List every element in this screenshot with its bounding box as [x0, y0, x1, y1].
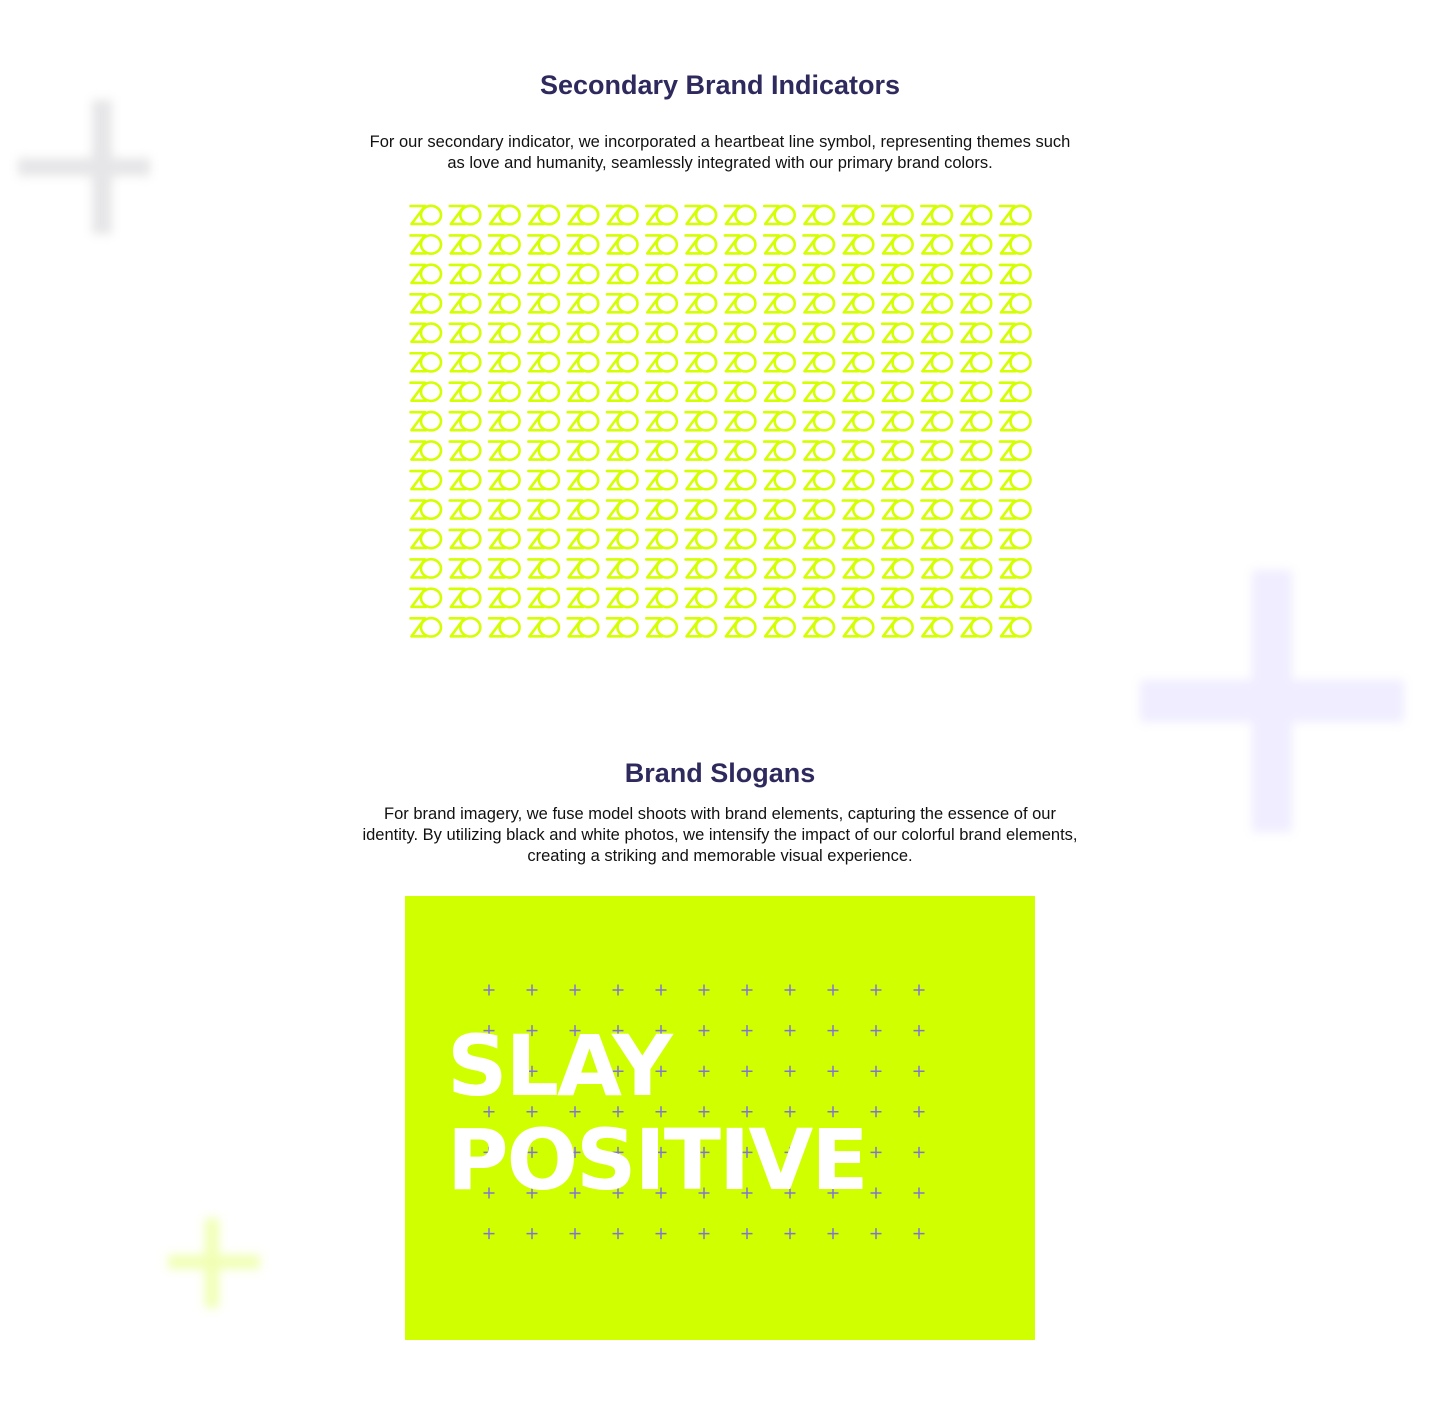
plus-icon [656, 1228, 667, 1239]
zo-logo-icon [764, 235, 795, 253]
plus-icon [871, 1066, 882, 1077]
zo-logo-icon [489, 383, 519, 401]
zo-logo-icon [725, 441, 756, 459]
zo-logo-icon [489, 353, 519, 371]
zo-logo-icon [568, 324, 599, 342]
zo-logo-icon [489, 235, 519, 253]
zo-logo-icon [607, 235, 638, 253]
zo-logo-icon [411, 294, 442, 312]
zo-logo-icon [921, 324, 952, 342]
zo-logo-icon [411, 265, 442, 283]
zo-logo-icon [568, 589, 599, 607]
zo-logo-icon [528, 353, 559, 371]
zo-logo-icon [961, 324, 992, 342]
zo-logo-icon [921, 265, 952, 283]
zo-logo-icon [568, 559, 599, 577]
zo-logo-icon [528, 559, 559, 577]
zo-logo-icon [921, 589, 952, 607]
zo-logo-icon [843, 441, 874, 459]
zo-logo-icon [489, 412, 519, 430]
zo-logo-icon [568, 412, 599, 430]
zo-logo-icon [646, 383, 677, 401]
zo-logo-icon [764, 500, 795, 518]
zo-logo-icon [804, 618, 835, 636]
plus-icon [914, 985, 925, 996]
plus-icon [828, 1066, 839, 1077]
zo-logo-icon [804, 294, 835, 312]
zo-logo-icon [961, 265, 992, 283]
zo-logo-icon [764, 471, 795, 489]
zo-logo-icon [843, 559, 874, 577]
zo-logo-icon [528, 618, 559, 636]
zo-logo-icon [607, 324, 638, 342]
zo-logo-icon [882, 265, 913, 283]
zo-logo-icon [646, 353, 677, 371]
zo-logo-icon [568, 265, 599, 283]
zo-logo-icon [568, 353, 599, 371]
zo-logo-icon [921, 500, 952, 518]
zo-logo-icon [1000, 589, 1031, 607]
zo-logo-icon [843, 383, 874, 401]
plus-icon [871, 1106, 882, 1117]
zo-logo-icon [882, 589, 913, 607]
zo-logo-icon [528, 500, 559, 518]
zo-logo-icon [1000, 265, 1031, 283]
zo-logo-icon [882, 206, 913, 224]
zo-logo-icon [1000, 206, 1031, 224]
zo-logo-icon [450, 589, 481, 607]
slogan-panel [405, 896, 1035, 1340]
plus-icon [871, 1025, 882, 1036]
zo-logo-icon [882, 441, 913, 459]
section-title: Brand Slogans [624, 758, 816, 788]
zo-logo-icon [411, 441, 442, 459]
zo-logo-icon [725, 618, 756, 636]
zo-logo-icon [607, 559, 638, 577]
zo-logo-icon [411, 589, 442, 607]
decorative-plus-icon [1140, 570, 1404, 832]
zo-logo-icon [764, 294, 795, 312]
plus-icon [484, 985, 495, 996]
zo-logo-icon [528, 294, 559, 312]
zo-logo-icon [921, 353, 952, 371]
plus-icon-horizontal-bar [18, 158, 150, 176]
zo-logo-icon [882, 500, 913, 518]
zo-logo-icon [725, 412, 756, 430]
zo-logo-icon [764, 265, 795, 283]
zo-logo-icon [1000, 441, 1031, 459]
zo-logo-icon [450, 206, 481, 224]
zo-logo-icon [961, 441, 992, 459]
zo-logo-icon [764, 559, 795, 577]
zo-logo-icon [961, 412, 992, 430]
zo-logo-icon [450, 324, 481, 342]
zo-logo-icon [646, 618, 677, 636]
plus-icon [484, 1228, 495, 1239]
zo-logo-icon [528, 265, 559, 283]
zo-logo-icon [725, 559, 756, 577]
zo-logo-icon [725, 294, 756, 312]
plus-icon [742, 1228, 753, 1239]
zo-logo-icon [725, 324, 756, 342]
zo-logo-icon [607, 530, 638, 548]
zo-logo-icon [764, 441, 795, 459]
zo-logo-icon [804, 324, 835, 342]
zo-logo-icon [764, 324, 795, 342]
zo-logo-icon [804, 500, 835, 518]
zo-logo-icon [411, 235, 442, 253]
zo-logo-icon [568, 500, 599, 518]
zo-logo-icon [646, 589, 677, 607]
plus-icon [828, 1025, 839, 1036]
zo-logo-icon [1000, 530, 1031, 548]
zo-logo-icon [686, 559, 717, 577]
zo-logo-icon [686, 500, 717, 518]
zo-logo-icon [450, 559, 481, 577]
zo-logo-icon [961, 471, 992, 489]
zo-logo-icon [646, 441, 677, 459]
zo-logo-icon [450, 618, 481, 636]
plus-icon [828, 985, 839, 996]
zo-logo-icon [843, 471, 874, 489]
zo-logo-icon [686, 471, 717, 489]
zo-logo-icon [843, 235, 874, 253]
zo-logo-icon [961, 353, 992, 371]
zo-logo-icon [489, 589, 519, 607]
zo-logo-icon [646, 206, 677, 224]
zo-logo-icon [411, 559, 442, 577]
zo-logo-icon [1000, 471, 1031, 489]
plus-icon [785, 1025, 796, 1036]
plus-icon [699, 985, 710, 996]
plus-icon [914, 1228, 925, 1239]
zo-logo-icon [961, 383, 992, 401]
zo-logo-icon [961, 618, 992, 636]
zo-logo-icon [528, 383, 559, 401]
zo-logo-icon [489, 471, 519, 489]
zo-logo-icon [411, 412, 442, 430]
plus-icon [785, 1066, 796, 1077]
section-description: For our secondary indicator, we incorporated a heartbeat line symbol, representing themes such as love and humanity, seamlessly integrated with our primary brand colors. [369, 133, 1071, 172]
zo-logo-icon [961, 206, 992, 224]
plus-icon [914, 1066, 925, 1077]
zo-logo-icon [725, 530, 756, 548]
zo-logo-icon [961, 530, 992, 548]
zo-logo-icon [568, 206, 599, 224]
zo-logo-icon [686, 324, 717, 342]
plus-icon [785, 1228, 796, 1239]
zo-logo-icon [843, 353, 874, 371]
zo-logo-icon [843, 530, 874, 548]
zo-logo-icon [843, 265, 874, 283]
zo-logo-icon [921, 383, 952, 401]
zo-logo-icon [528, 441, 559, 459]
zo-logo-icon [804, 265, 835, 283]
zo-logo-icon [764, 383, 795, 401]
zo-logo-icon [450, 441, 481, 459]
zo-logo-icon [607, 206, 638, 224]
zo-logo-icon [411, 206, 442, 224]
plus-icon [914, 1106, 925, 1117]
zo-logo-icon [646, 324, 677, 342]
zo-logo-icon [646, 471, 677, 489]
plus-icon [742, 1025, 753, 1036]
zo-logo-icon [489, 530, 519, 548]
zo-logo-icon [725, 353, 756, 371]
zo-logo-icon [528, 589, 559, 607]
zo-logo-icon [489, 441, 519, 459]
zo-logo-icon [961, 294, 992, 312]
zo-logo-icon [764, 206, 795, 224]
zo-logo-icon [646, 265, 677, 283]
zo-logo-icon [725, 206, 756, 224]
zo-logo-icon [489, 500, 519, 518]
zo-logo-icon [489, 206, 519, 224]
zo-logo-icon [921, 559, 952, 577]
zo-logo-icon [568, 294, 599, 312]
zo-logo-icon [804, 412, 835, 430]
zo-logo-icon [686, 294, 717, 312]
zo-logo-icon [764, 589, 795, 607]
plus-icon [871, 1228, 882, 1239]
zo-logo-icon [1000, 383, 1031, 401]
zo-logo-icon [607, 441, 638, 459]
zo-logo-icon [686, 383, 717, 401]
zo-logo-icon [528, 235, 559, 253]
plus-icon-vertical-bar [1252, 570, 1292, 832]
decorative-plus-icon [168, 1218, 260, 1308]
plus-icon [699, 1228, 710, 1239]
zo-logo-icon [568, 618, 599, 636]
zo-logo-pattern [405, 198, 1037, 644]
zo-logo-icon [921, 294, 952, 312]
zo-logo-icon [1000, 353, 1031, 371]
plus-icon-vertical-bar [92, 100, 112, 234]
zo-logo-icon [725, 265, 756, 283]
plus-icon [785, 985, 796, 996]
plus-icon [828, 1228, 839, 1239]
zo-logo-icon [961, 559, 992, 577]
zo-logo-icon [450, 471, 481, 489]
zo-logo-icon [921, 206, 952, 224]
zo-logo-icon [804, 353, 835, 371]
zo-logo-icon [411, 500, 442, 518]
zo-logo-icon [804, 471, 835, 489]
zo-logo-icon [489, 294, 519, 312]
zo-logo-icon [725, 383, 756, 401]
zo-logo-icon [921, 471, 952, 489]
zo-logo-icon [489, 324, 519, 342]
zo-logo-icon [1000, 559, 1031, 577]
zo-logo-icon [411, 530, 442, 548]
plus-icon [613, 985, 624, 996]
zo-logo-icon [568, 383, 599, 401]
zo-logo-icon [843, 206, 874, 224]
zo-logo-icon [528, 324, 559, 342]
zo-logo-icon [528, 412, 559, 430]
plus-icon [570, 1228, 581, 1239]
zo-logo-icon [804, 441, 835, 459]
zo-logo-icon [843, 412, 874, 430]
zo-logo-icon [686, 265, 717, 283]
zo-logo-icon [489, 265, 519, 283]
zo-logo-icon [686, 412, 717, 430]
zo-logo-icon [764, 353, 795, 371]
zo-logo-icon [450, 530, 481, 548]
zo-logo-icon [764, 618, 795, 636]
plus-icon [742, 1066, 753, 1077]
zo-logo-icon [1000, 412, 1031, 430]
zo-logo-icon [489, 559, 519, 577]
zo-logo-icon [843, 500, 874, 518]
plus-icon [871, 985, 882, 996]
zo-logo-icon [725, 471, 756, 489]
zo-logo-icon [764, 412, 795, 430]
zo-logo-icon [450, 412, 481, 430]
zo-logo-icon [882, 235, 913, 253]
zo-logo-icon [725, 589, 756, 607]
zo-logo-icon [450, 383, 481, 401]
zo-logo-icon [804, 530, 835, 548]
plus-icon [570, 985, 581, 996]
zo-logo-icon [607, 294, 638, 312]
zo-logo-icon [843, 324, 874, 342]
zo-logo-icon [686, 530, 717, 548]
plus-icon [527, 985, 538, 996]
zo-logo-icon [921, 441, 952, 459]
zo-logo-icon [725, 235, 756, 253]
zo-logo-icon [882, 618, 913, 636]
plus-icon [742, 985, 753, 996]
zo-logo-icon [607, 353, 638, 371]
zo-logo-icon [882, 412, 913, 430]
plus-icon [914, 1188, 925, 1199]
zo-logo-icon [1000, 294, 1031, 312]
zo-logo-icon [882, 471, 913, 489]
zo-logo-icon [607, 500, 638, 518]
zo-logo-icon [843, 618, 874, 636]
zo-logo-icon [607, 412, 638, 430]
plus-icon [613, 1228, 624, 1239]
zo-logo-icon [607, 589, 638, 607]
zo-logo-icon [961, 235, 992, 253]
slogan-text-line: SLAY [447, 1017, 671, 1115]
zo-logo-icon [450, 265, 481, 283]
plus-icon [699, 1066, 710, 1077]
zo-logo-icon [804, 559, 835, 577]
zo-logo-icon [568, 530, 599, 548]
plus-icon [699, 1025, 710, 1036]
zo-logo-icon [764, 530, 795, 548]
decorative-plus-icon [18, 100, 150, 234]
zo-logo-icon [843, 294, 874, 312]
zo-logo-icon [804, 235, 835, 253]
zo-logo-icon [804, 206, 835, 224]
section-description: For brand imagery, we fuse model shoots with brand elements, capturing the essence of our identity. By utilizing black and white photos, we intensify the impact of our colorful brand elements, creating a striking and memorable visual experience. [362, 805, 1078, 865]
zo-logo-icon [961, 589, 992, 607]
plus-icon-vertical-bar [205, 1218, 219, 1308]
zo-logo-icon [882, 383, 913, 401]
zo-logo-icon [686, 618, 717, 636]
zo-logo-icon [411, 618, 442, 636]
plus-icon [914, 1147, 925, 1158]
zo-logo-icon [686, 206, 717, 224]
zo-logo-icon [882, 530, 913, 548]
zo-logo-icon [686, 353, 717, 371]
zo-logo-icon [528, 530, 559, 548]
zo-logo-icon [450, 294, 481, 312]
zo-logo-icon [607, 383, 638, 401]
zo-logo-icon [646, 500, 677, 518]
zo-logo-icon [528, 471, 559, 489]
zo-logo-icon [528, 206, 559, 224]
plus-icon [914, 1025, 925, 1036]
zo-logo-icon [921, 235, 952, 253]
zo-logo-icon [921, 530, 952, 548]
zo-logo-icon [686, 589, 717, 607]
zo-logo-icon [1000, 235, 1031, 253]
plus-icon [527, 1228, 538, 1239]
zo-logo-icon [450, 500, 481, 518]
zo-logo-icon [804, 589, 835, 607]
zo-logo-icon [646, 559, 677, 577]
zo-logo-icon [646, 412, 677, 430]
zo-logo-icon [882, 353, 913, 371]
zo-logo-icon [607, 618, 638, 636]
zo-logo-icon [411, 383, 442, 401]
zo-logo-icon [961, 500, 992, 518]
zo-logo-icon [411, 471, 442, 489]
zo-logo-icon [921, 412, 952, 430]
zo-logo-icon [607, 265, 638, 283]
zo-logo-icon [411, 324, 442, 342]
zo-logo-icon [411, 353, 442, 371]
zo-logo-icon [607, 471, 638, 489]
zo-logo-icon [882, 324, 913, 342]
zo-logo-icon [450, 235, 481, 253]
zo-logo-icon [450, 353, 481, 371]
zo-logo-icon [843, 589, 874, 607]
zo-logo-icon [646, 294, 677, 312]
zo-logo-icon [686, 235, 717, 253]
zo-logo-icon [804, 383, 835, 401]
section-title: Secondary Brand Indicators [539, 70, 901, 100]
zo-logo-icon [646, 530, 677, 548]
zo-logo-icon [1000, 618, 1031, 636]
zo-logo-icon [568, 441, 599, 459]
zo-logo-icon [725, 500, 756, 518]
zo-logo-icon [646, 235, 677, 253]
zo-logo-icon [1000, 324, 1031, 342]
plus-icon [871, 1147, 882, 1158]
zo-logo-icon [882, 559, 913, 577]
plus-icon [871, 1188, 882, 1199]
zo-logo-icon [921, 618, 952, 636]
zo-logo-icon [686, 441, 717, 459]
zo-logo-icon [882, 294, 913, 312]
zo-logo-icon [1000, 500, 1031, 518]
zo-logo-icon [568, 471, 599, 489]
zo-logo-icon [568, 235, 599, 253]
plus-icon [656, 985, 667, 996]
slogan-text-line: POSITIVE [447, 1111, 867, 1209]
zo-logo-icon [489, 618, 519, 636]
